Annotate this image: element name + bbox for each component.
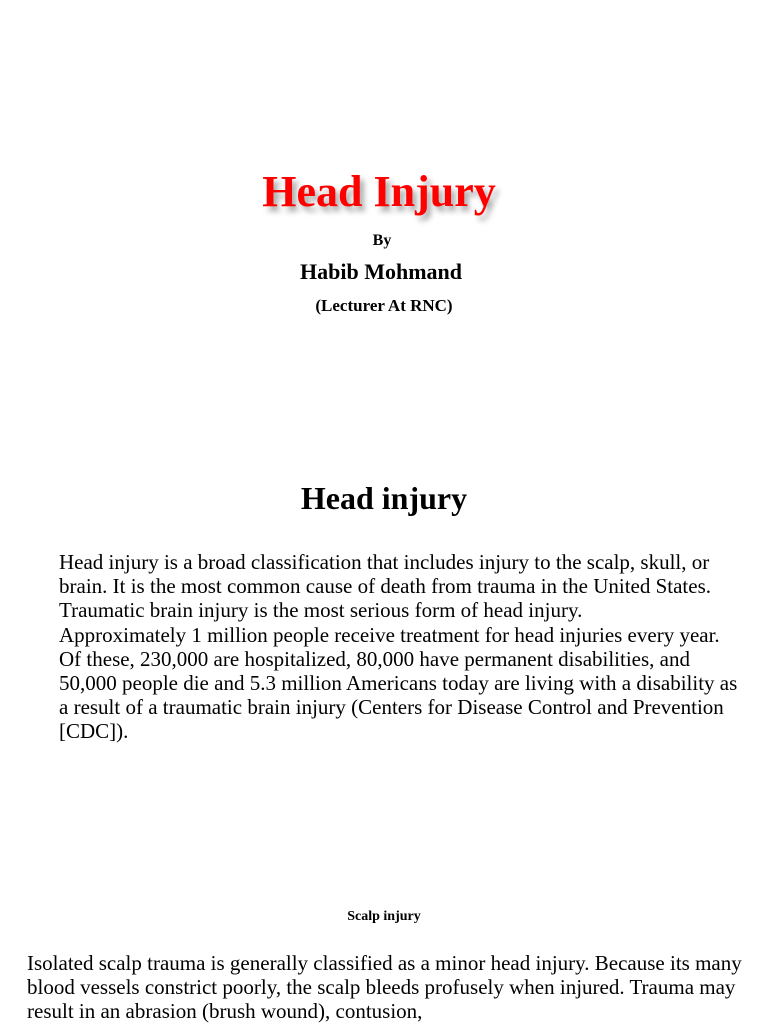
author-name: Habib Mohmand bbox=[300, 259, 462, 284]
section-heading: Head injury bbox=[300, 480, 468, 516]
author-role: (Lecturer At RNC) bbox=[315, 296, 453, 315]
paragraph-statistics: Approximately 1 million people receive treatment for head injuries every year. Of these, 230,000 are hospitalized, 80,000 have permanent disabilities, and 50,000 people die and 5.3 million Americans today are living with a disability as a result of a traumatic brain injury (Centers for Disease Control and Prevention [CDC]). bbox=[59, 622, 738, 744]
scalp-injury-heading: Scalp injury bbox=[347, 909, 421, 924]
paragraph-definition: Head injury is a broad classification that includes injury to the scalp, skull, or brain. It is the most common cause of death from trauma in the United States. Traumatic brain injury is the most serious form of head injury. bbox=[59, 550, 712, 623]
byline-label: By bbox=[372, 232, 392, 249]
scalp-injury-paragraph: Isolated scalp trauma is generally classified as a minor head injury. Because its many blood vessels constrict poorly, the scalp bleeds profusely when injured. Trauma may result in an abrasion (brush wound), contusion, bbox=[27, 951, 742, 1024]
section-body bbox=[59, 550, 739, 744]
document-title: Head Injury bbox=[262, 167, 496, 216]
